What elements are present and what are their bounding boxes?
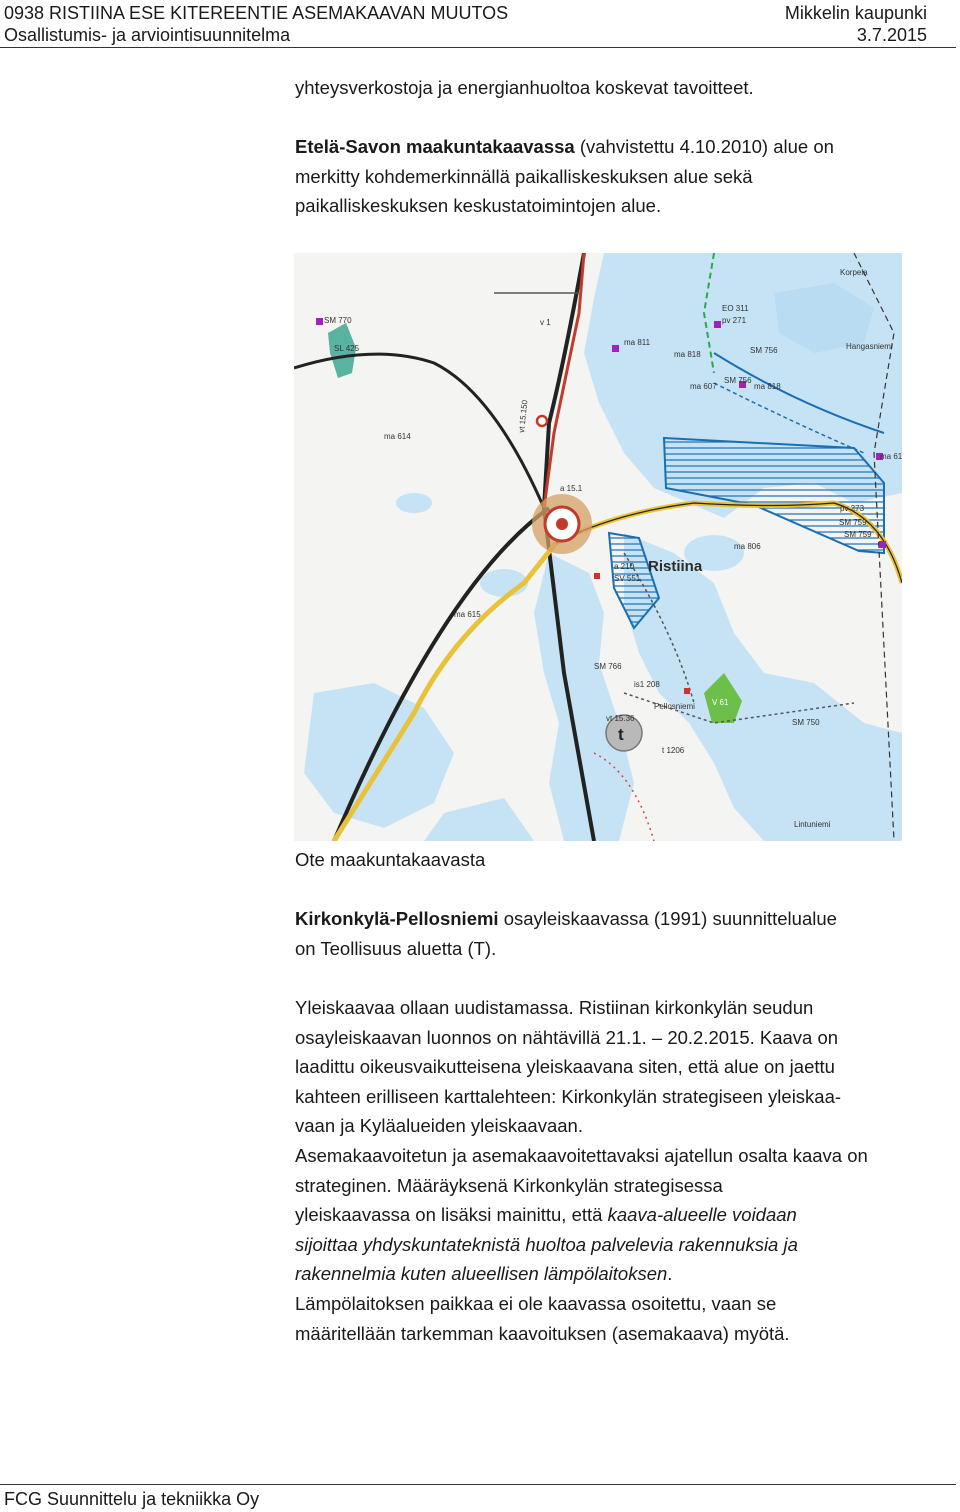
map-label-pellosniemi: Pellosniemi <box>654 702 695 711</box>
map-label-sv551: SV 551 <box>614 574 641 583</box>
map-label-is1208: is1 208 <box>634 680 660 689</box>
map-label-v1: v 1 <box>540 318 551 327</box>
map-label-v61: V 61 <box>712 698 729 707</box>
map-label-t1206: t 1206 <box>662 746 685 755</box>
map-label-ma818: ma 818 <box>674 350 701 359</box>
map-label-sm756b: SM 756 <box>724 376 752 385</box>
client-name: Mikkelin kaupunki <box>784 3 927 23</box>
document-type: Osallistumis- ja arviointisuunnitelma <box>4 25 291 45</box>
map-label-ma607: ma 607 <box>690 382 717 391</box>
map-label-vt1536: vt 15.36 <box>606 714 635 723</box>
plan-update-paragraph: Yleiskaavaa ollaan uudistamassa. Ristiinan kirkonkylän seudun osayleiskaavan luonnos on nähtävillä 21.1. – 20.2.2015. Kaava on laadittu oikeusvaikutteisena yleiskaavana siten, että alue on jaettu kahteen erilliseen karttalehteen: Kirkonkylän strategiseen yleiskaa- vaan ja Kyläalueiden yleiskaavaan. Asemakaavoitetun ja asemakaavoitettavaksi ajatellun osalta kaava on strateginen. Määräyksenä Kirkonkylän strategisessa yleiskaavassa on lisäksi mainittu, että kaava-alueelle voidaan sijoittaa yhdyskuntateknistä huoltoa palvelevia rakennuksia ja rakennelmia kuten alueellisen lämpölaitoksen. Lämpölaitoksen paikkaa ei ole kaavassa osoitettu, vaan se määritellään tarkemman kaavoituksen (asemakaava) myötä. <box>295 997 868 1344</box>
map-label-sl425: SL 425 <box>334 344 360 353</box>
master-plan-paragraph: Kirkonkylä-Pellosniemi osayleiskaavassa (1991) suunnittelualue on Teollisuus aluetta (T). <box>295 908 837 959</box>
map-label-sm766: SM 766 <box>594 662 622 671</box>
map-label-pv271: pv 271 <box>722 316 747 325</box>
map-label-korpela: Korpela <box>840 268 868 277</box>
map-label-sm759: SM 759 <box>839 518 867 527</box>
map-label-sm756: SM 756 <box>750 346 778 355</box>
map-label-sm759b: SM 759 <box>844 530 872 539</box>
intro-paragraph: yhteysverkostoja ja energianhuoltoa koskevat tavoitteet. <box>295 77 754 98</box>
map-label-ma614: ma 614 <box>384 432 411 441</box>
map-label-sm770: SM 770 <box>324 316 352 325</box>
map-caption: Ote maakuntakaavasta <box>295 849 486 870</box>
master-plan-name: Kirkonkylä-Pellosniemi <box>295 908 499 929</box>
map-label-a151: a 15.1 <box>560 484 583 493</box>
document-date: 3.7.2015 <box>856 25 927 45</box>
project-title: 0938 RISTIINA ESE KITEREENTIE ASEMAKAAVAN MUUTOS <box>4 3 509 23</box>
map-label-ma806: ma 806 <box>734 542 761 551</box>
regional-plan-paragraph: Etelä-Savon maakuntakaavassa (vahvistettu 4.10.2010) alue on merkitty kohdemerkinnällä paikalliskeskuksen alue sekä paikalliskeskuksen keskustatoimintojen alue. <box>295 136 834 217</box>
header-divider <box>0 47 956 48</box>
map-label-eo311: EO 311 <box>722 304 749 313</box>
map-label-ma811: ma 811 <box>624 338 651 347</box>
map-label-lintuniemi: Lintuniemi <box>794 820 831 829</box>
map-label-ma615: ma 615 <box>454 610 481 619</box>
map-label-vt15: vt 15.150 <box>517 399 530 434</box>
regional-plan-map <box>294 253 902 841</box>
map-label-ma61: ma 61 <box>880 452 902 461</box>
regional-plan-name: Etelä-Savon maakuntakaavassa <box>295 136 575 157</box>
footer-company: FCG Suunnittelu ja tekniikka Oy <box>4 1489 260 1509</box>
map-label-a210: a 210 <box>614 562 635 571</box>
map-label-ristiina: Ristiina <box>648 558 703 575</box>
map-label-pv273: pv 273 <box>840 504 865 513</box>
map-label-ma818b: ma 818 <box>754 382 781 391</box>
footer-divider <box>0 1484 956 1485</box>
map-label-sm750: SM 750 <box>792 718 820 727</box>
map-label-t: t <box>618 725 624 744</box>
map-label-hangasniemi: Hangasniemi <box>846 342 893 351</box>
